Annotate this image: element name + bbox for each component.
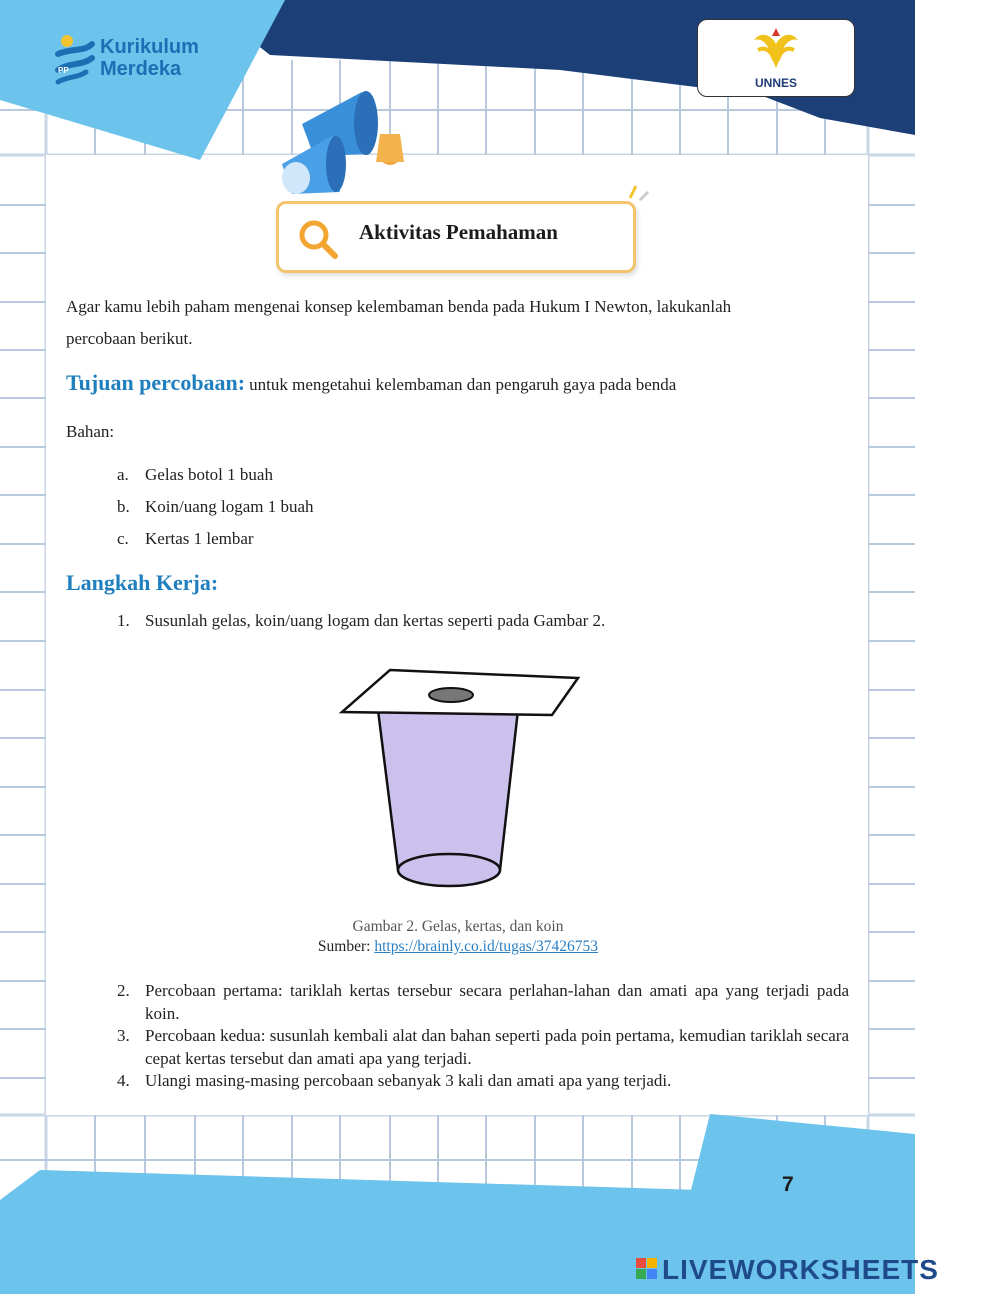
step-marker: 4. [117, 1071, 130, 1090]
logo-line1: Kurikulum [100, 36, 199, 58]
list-item [117, 523, 254, 555]
watermark [636, 1254, 992, 1288]
source-label: Sumber: [317, 938, 375, 955]
watermark-logo-icon [636, 1258, 658, 1280]
step-text: Susunlah gelas, koin/uang logam dan kertas seperti pada Gambar 2. [145, 611, 606, 630]
list-item [117, 491, 314, 523]
step-text: Percobaan kedua: susunlah kembali alat dan bahan seperti pada poin pertama, kemudian tariklah secara cepat kertas tersebut dan amati apa yang terjadi. [145, 1026, 849, 1068]
materials-heading: Bahan: [66, 422, 115, 441]
intro-line1: Agar kamu lebih paham mengenai konsep kelembaman benda pada Hukum I Newton, lakukanlah [66, 297, 732, 316]
purpose-text: untuk mengetahui kelembaman dan pengaruh gaya pada benda [249, 375, 677, 394]
activity-title-box [276, 201, 636, 273]
step-marker: 2. [117, 981, 130, 1000]
magnifier-icon [297, 218, 341, 260]
source-link[interactable]: https://brainly.co.id/tugas/37426753 [374, 938, 599, 955]
list-marker: c. [117, 529, 129, 548]
unnes-logo-text: UNNES [754, 76, 797, 90]
purpose-label: Tujuan percobaan: [66, 370, 246, 395]
step-text: Percobaan pertama: tariklah kertas tersebur secara perlahan-lahan dan amati apa yang terjadi pada koin. [145, 981, 849, 1023]
step-text: Ulangi masing-masing percobaan sebanyak 3 kali dan amati apa yang terjadi. [145, 1071, 672, 1090]
list-text: Koin/uang logam 1 buah [145, 497, 314, 516]
figure-caption: Gambar 2. Gelas, kertas, dan koin [352, 918, 564, 935]
list-item [117, 459, 273, 491]
coin [429, 688, 473, 702]
sparkle-icon [626, 182, 650, 202]
footer-blue-band [0, 1170, 700, 1294]
list-text: Gelas botol 1 buah [145, 465, 273, 484]
step-marker: 1. [117, 611, 130, 630]
step-marker: 3. [117, 1026, 130, 1045]
purpose-row [66, 370, 866, 396]
glass-paper-coin-figure [330, 660, 590, 900]
list-marker: b. [117, 497, 130, 516]
step-item [117, 605, 857, 637]
watermark-text: LIVEWORKSHEETS [662, 1254, 939, 1285]
megaphone-icon [262, 84, 412, 214]
unnes-emblem-icon [748, 24, 804, 78]
logo-badge: PP [58, 66, 69, 75]
glass-bottom [398, 854, 500, 886]
logo-line2: Merdeka [100, 58, 182, 80]
step-item [117, 1024, 849, 1070]
logo-mark-icon [54, 34, 96, 86]
kurikulum-merdeka-logo [54, 34, 214, 88]
steps-heading: Langkah Kerja: [66, 570, 219, 595]
step-item [117, 979, 849, 1025]
activity-title: Aktivitas Pemahaman [359, 220, 558, 244]
glass-body [378, 710, 518, 870]
intro-line2: percobaan berikut. [66, 329, 193, 348]
figure-source [258, 938, 658, 956]
list-text: Kertas 1 lembar [145, 529, 254, 548]
university-logo-box [697, 19, 855, 97]
step-item [117, 1069, 849, 1092]
page-number: 7 [782, 1173, 794, 1196]
list-marker: a. [117, 465, 129, 484]
